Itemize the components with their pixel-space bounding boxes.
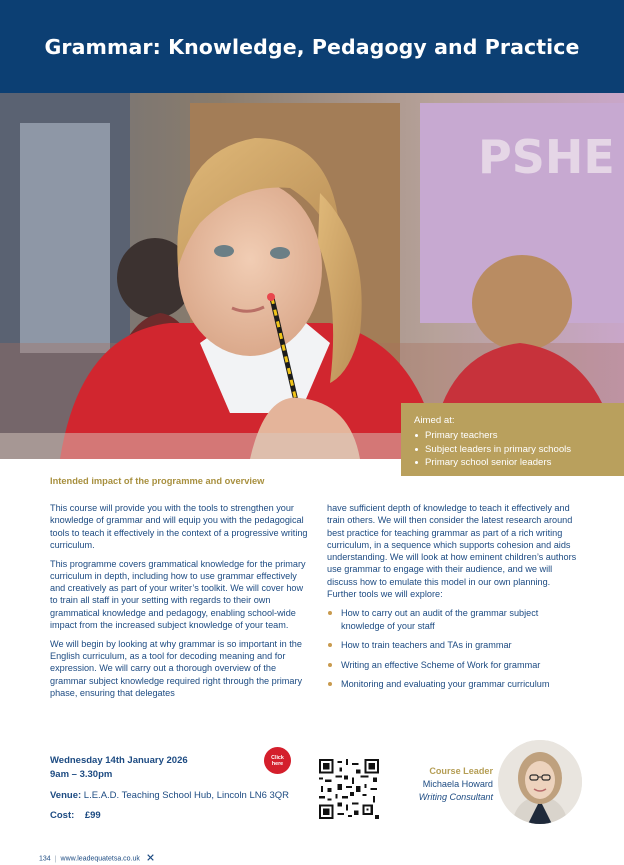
- page-footer: [39, 854, 154, 863]
- event-time: 9am – 3.30pm: [50, 769, 113, 780]
- overview-paragraph: We will begin by looking at why grammar is so important in the English curriculum, as a tool for decoding meaning and for expression. We will carry out a thorough overview of the grammar subject knowledge required right through the primary phase, ensuring that delegates: [50, 638, 303, 698]
- aimed-at-title: Aimed at:: [414, 415, 455, 426]
- click-here-button[interactable]: [264, 747, 291, 774]
- footer-separator: |: [54, 855, 57, 863]
- aimed-at-list: [414, 430, 624, 468]
- section-title: Intended impact of the programme and overview: [50, 476, 265, 486]
- course-leader: [380, 765, 493, 803]
- here-label: here: [271, 760, 284, 767]
- overview-column-left: [50, 502, 312, 706]
- page-title: Grammar: Knowledge, Pedagogy and Practice: [44, 35, 580, 59]
- aimed-at-item: Primary teachers: [414, 430, 624, 441]
- overview-column-right: [327, 502, 579, 698]
- overview-paragraph: This programme covers grammatical knowledge for the primary curriculum in depth, including how to use grammar effectively and creatively as part of your writer’s toolkit. We will cover how to train all staff in your setting with regards to their own grammatical knowledge and pedagogy, enabling school-wide impact from the increased subject knowledge of your team.: [50, 558, 306, 631]
- event-venue: [50, 790, 289, 801]
- leader-title: Writing Consultant: [418, 791, 493, 802]
- cost-value: £99: [84, 810, 101, 821]
- portrait-photo: [498, 740, 582, 824]
- leader-name: Michaela Howard: [422, 778, 493, 789]
- footer-url[interactable]: www.leadequatetsa.co.uk: [60, 855, 140, 863]
- aimed-at-box: [401, 403, 624, 476]
- aimed-at-item: Primary school senior leaders: [414, 457, 624, 468]
- tools-list: [327, 607, 579, 690]
- x-icon[interactable]: [147, 854, 154, 861]
- svg-text:PSHE: PSHE: [478, 130, 615, 184]
- event-date: Wednesday 14th January 2026: [50, 755, 188, 766]
- event-cost: [50, 810, 101, 821]
- tools-list-item: Writing an effective Scheme of Work for grammar: [327, 659, 579, 671]
- aimed-at-item: Subject leaders in primary schools: [414, 444, 624, 455]
- leader-role: Course Leader: [429, 766, 493, 776]
- cost-label: Cost:: [50, 810, 75, 821]
- overview-paragraph: This course will provide you with the tools to strengthen your knowledge of grammar and will equip you with the pedagogical tools to teach it effectively in the context of a progressive writing curriculum.: [50, 503, 308, 550]
- click-label: Click: [271, 754, 284, 761]
- venue-value: L.E.A.D. Teaching School Hub, Lincoln LN6 3QR: [83, 790, 290, 801]
- page-number: 134: [39, 855, 51, 863]
- header-banner: [0, 0, 624, 93]
- leader-portrait: [498, 740, 582, 824]
- venue-label: Venue:: [50, 790, 82, 801]
- tools-list-item: Monitoring and evaluating your grammar curriculum: [327, 678, 579, 690]
- tools-list-item: How to carry out an audit of the grammar subject knowledge of your staff: [327, 607, 579, 632]
- tools-list-item: How to train teachers and TAs in grammar: [327, 639, 579, 651]
- overview-paragraph: have sufficient depth of knowledge to teach it effectively and train others. We will then consider the latest research around best practice for teaching grammar as part of a rich writing curriculum, in a sequence which supports cohesion and aids understanding. We will look at how eminent children’s authors use grammar to engage with their audience, and we will discuss how to emulate this model in our own planning. Further tools we will explore:: [327, 503, 577, 600]
- qr-code[interactable]: [319, 759, 379, 819]
